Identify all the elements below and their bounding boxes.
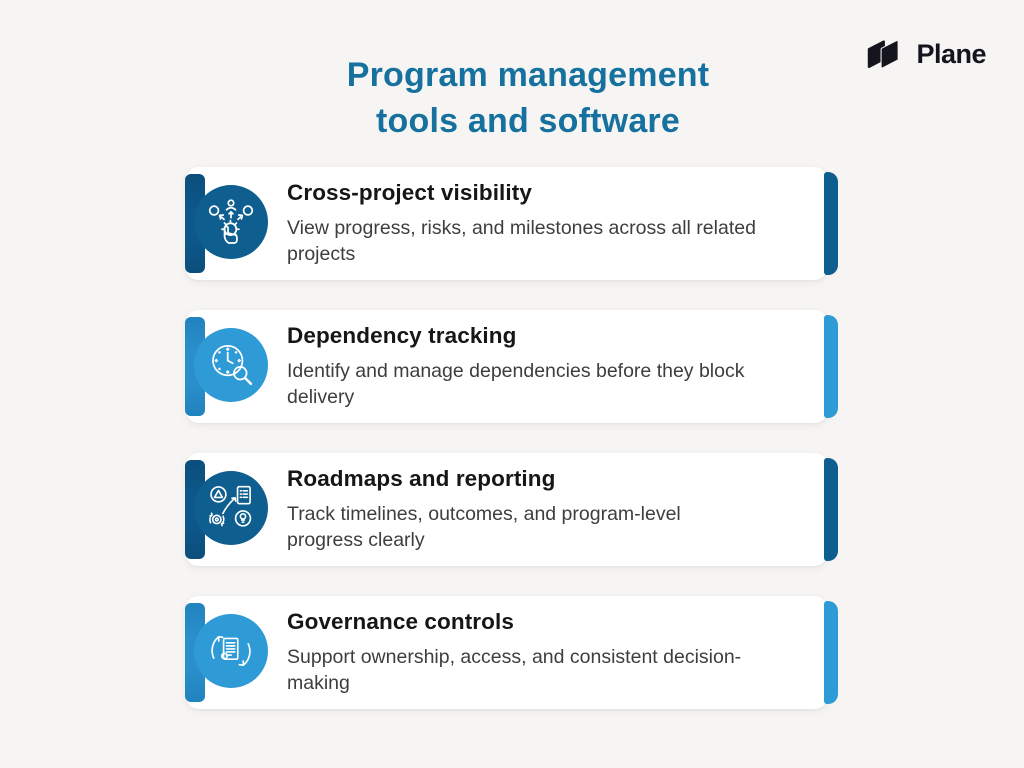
card-description: Identify and manage dependencies before they block delivery [287, 360, 745, 408]
plane-logo-icon [865, 36, 909, 72]
right-accent-bar [824, 172, 838, 275]
right-accent-bar [824, 458, 838, 561]
feature-card-governance-controls [186, 596, 827, 709]
feature-card-cross-project-visibility [186, 167, 827, 280]
card-content [287, 609, 799, 696]
feature-card-dependency-tracking [186, 310, 827, 423]
roadmap-report-icon [194, 471, 268, 545]
card-title: Roadmaps and reporting [287, 466, 556, 491]
card-content [287, 180, 799, 267]
card-description: Support ownership, access, and consistent decision-making [287, 646, 742, 694]
card-description: View progress, risks, and milestones across all related projects [287, 217, 756, 265]
page-title-line2: tools and software [376, 102, 680, 140]
feature-card-roadmaps-and-reporting [186, 453, 827, 566]
clock-magnifier-icon [194, 328, 268, 402]
card-description: Track timelines, outcomes, and program-level progress clearly [287, 503, 681, 551]
right-accent-bar [824, 601, 838, 704]
document-sync-icon [194, 614, 268, 688]
card-title: Cross-project visibility [287, 180, 532, 205]
card-content [287, 323, 799, 410]
card-title: Dependency tracking [287, 323, 517, 348]
right-accent-bar [824, 315, 838, 418]
page-title-line1: Program management [346, 56, 710, 94]
plane-logo [865, 36, 986, 72]
hand-gear-share-icon [194, 185, 268, 259]
plane-logo-text: Plane [916, 38, 986, 69]
card-title: Governance controls [287, 609, 514, 634]
card-content [287, 466, 799, 553]
